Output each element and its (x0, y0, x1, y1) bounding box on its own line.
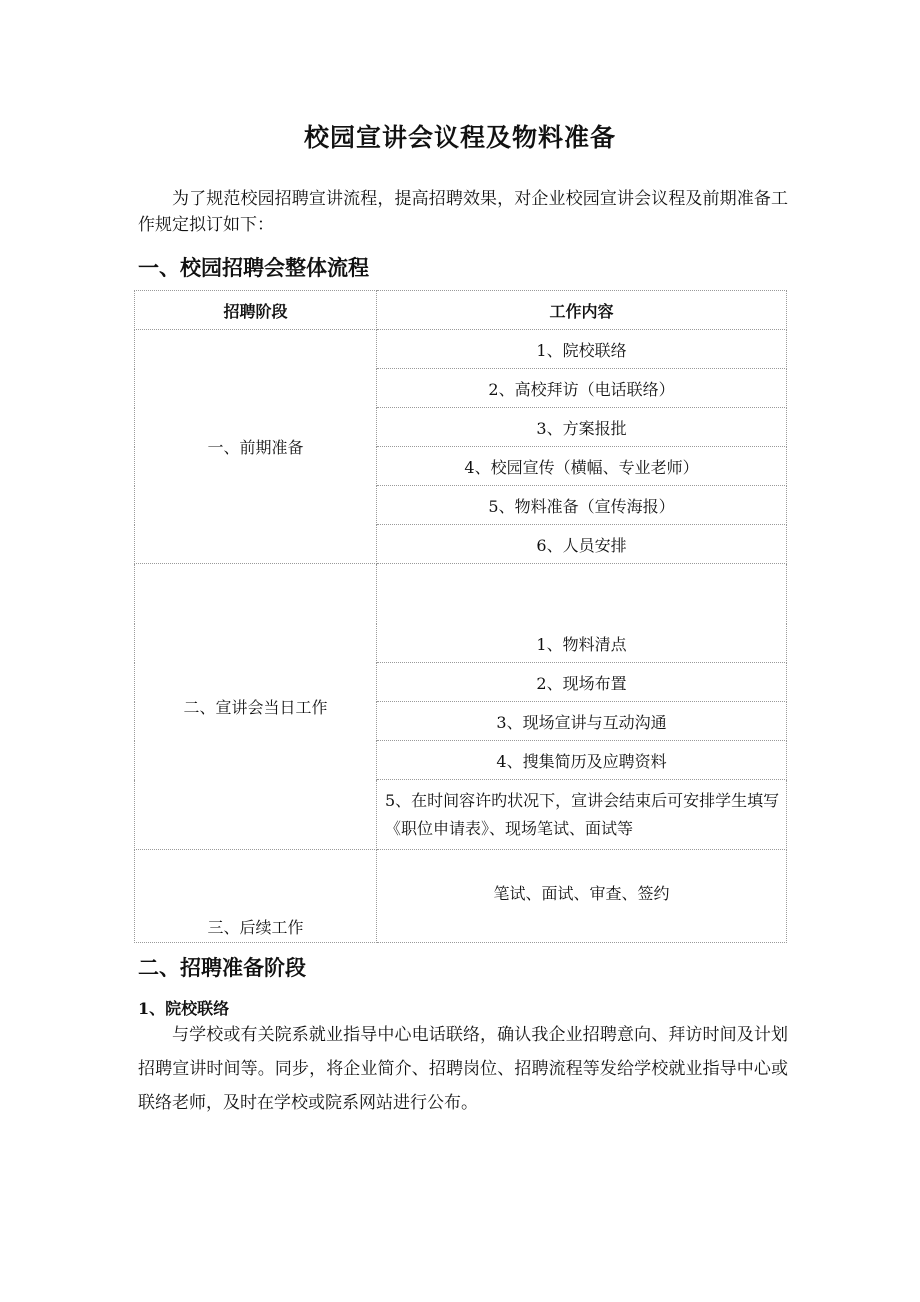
task-cell: 笔试、面试、审查、签约 (377, 850, 787, 943)
stage-cell-event-day: 二、宣讲会当日工作 (135, 564, 377, 850)
stage-cell-preparation: 一、前期准备 (135, 330, 377, 564)
section-heading-preparation: 二、招聘准备阶段 (138, 955, 306, 980)
recruitment-flow-table (134, 290, 787, 943)
task-cell: 5、物料准备（宣传海报） (377, 486, 787, 525)
task-cell: 5、在时间容许旳状况下，宣讲会结束后可安排学生填写《职位申请表》、现场笔试、面试等 (377, 780, 787, 850)
document-title: 校园宣讲会议程及物料准备 (303, 123, 616, 152)
section-heading-overall-flow: 一、校园招聘会整体流程 (138, 255, 369, 280)
task-cell: 3、现场宣讲与互动沟通 (377, 702, 787, 741)
task-cell: 1、物料清点 (377, 624, 787, 663)
task-cell: 4、校园宣传（横幅、专业老师） (377, 447, 787, 486)
task-cell: 4、搜集简历及应聘资料 (377, 741, 787, 780)
task-cell: 2、现场布置 (377, 663, 787, 702)
table-header-row (135, 291, 787, 330)
header-content: 工作内容 (377, 291, 787, 330)
task-cell: 3、方案报批 (377, 408, 787, 447)
task-cell: 2、高校拜访（电话联络） (377, 369, 787, 408)
task-cell: 1、院校联络 (377, 330, 787, 369)
blank-cell (377, 564, 787, 625)
subsection-heading-college-contact: 1、院校联络 (138, 999, 230, 1018)
header-stage: 招聘阶段 (135, 291, 377, 330)
table-row (135, 330, 787, 369)
task-cell: 6、人员安排 (377, 525, 787, 564)
stage-cell-follow-up: 三、后续工作 (135, 850, 377, 943)
table-row (135, 564, 787, 625)
college-contact-paragraph: 与学校或有关院系就业指导中心电话联络，确认我企业招聘意向、拜访时间及计划招聘宣讲时间等。同步，将企业简介、招聘岗位、招聘流程等发给学校就业指导中心或联络老师，及时在学校或院系网站进行公布。 (138, 1025, 788, 1113)
intro-paragraph: 为了规范校园招聘宣讲流程，提高招聘效果，对企业校园宣讲会议程及前期准备工作规定拟订如下： (138, 189, 788, 235)
table-row (135, 850, 787, 943)
